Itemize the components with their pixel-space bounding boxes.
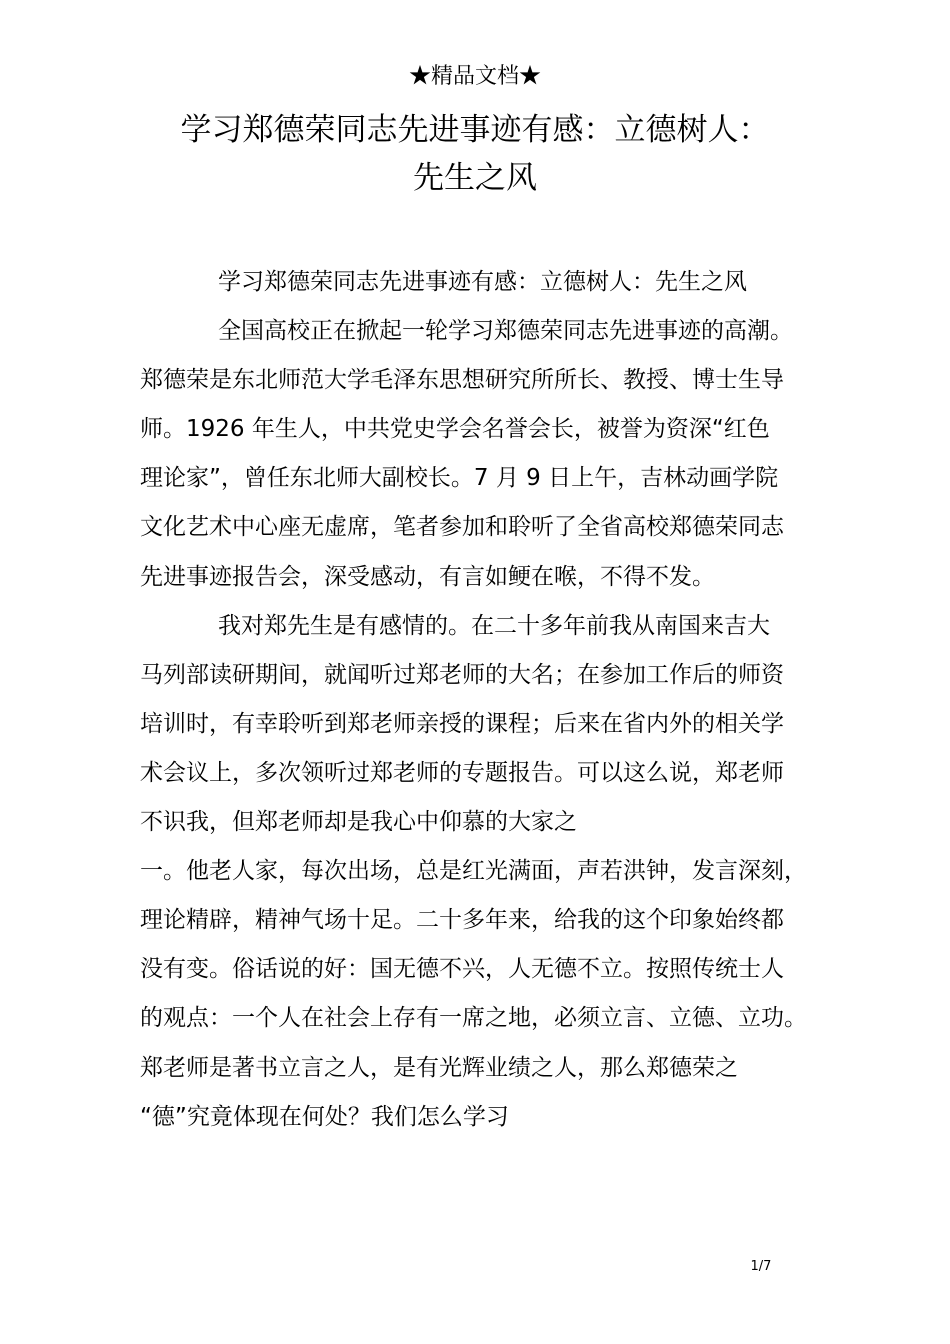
- paragraph-line: 我对郑先生是有感情的。在二十多年前我从南国来吉大: [218, 612, 770, 639]
- paragraph-line: 先进事迹报告会，深受感动，有言如鲠在喉，不得不发。: [140, 563, 715, 590]
- paragraph-line: 理论精辟，精神气场十足。二十多年来，给我的这个印象始终都: [140, 907, 784, 934]
- paragraph-line: 学习郑德荣同志先进事迹有感：立德树人：先生之风: [218, 269, 747, 295]
- title-line-1: 学习郑德荣同志先进事迹有感：立德树人：: [180, 112, 770, 148]
- document-title: [0, 106, 950, 202]
- paragraph-line: 马列部读研期间，就闻听过郑老师的大名；在参加工作后的师资: [140, 661, 784, 688]
- paragraph-line: 不识我，但郑老师却是我心中仰慕的大家之: [140, 809, 577, 836]
- paragraph-line: “德”究竟体现在何处？我们怎么学习: [140, 1103, 509, 1130]
- paragraph-line: 师。1926 年生人，中共党史学会名誉会长，被誉为资深“红色: [140, 416, 770, 443]
- paragraph-line: 术会议上，多次领听过郑老师的专题报告。可以这么说，郑老师: [140, 759, 784, 786]
- paragraph-line: 全国高校正在掀起一轮学习郑德荣同志先进事迹的高潮。: [218, 318, 793, 345]
- paragraph-line: 理论家”，曾任东北师大副校长。7 月 9 日上午，吉林动画学院: [140, 465, 779, 492]
- paragraph-line: 培训时，有幸聆听到郑老师亲授的课程；后来在省内外的相关学: [140, 710, 784, 737]
- title-line-2: 先生之风: [413, 160, 537, 196]
- paragraph-line: 郑老师是著书立言之人，是有光辉业绩之人，那么郑德荣之: [140, 1054, 738, 1081]
- paragraph-line: 没有变。俗话说的好：国无德不兴，人无德不立。按照传统士人: [140, 956, 784, 983]
- paragraph-line: 文化艺术中心座无虚席，笔者参加和聆听了全省高校郑德荣同志: [140, 514, 784, 541]
- page-number: 1/7: [750, 1259, 772, 1274]
- body-text: [140, 262, 860, 1146]
- header-mark: ★精品文档★: [408, 64, 541, 89]
- paragraph-line: 一。他老人家，每次出场，总是红光满面，声若洪钟，发言深刻，: [140, 858, 807, 885]
- paragraph-line: 郑德荣是东北师范大学毛泽东思想研究所所长、教授、博士生导: [140, 367, 784, 394]
- paragraph-line: 的观点：一个人在社会上存有一席之地，必须立言、立德、立功。: [140, 1005, 807, 1032]
